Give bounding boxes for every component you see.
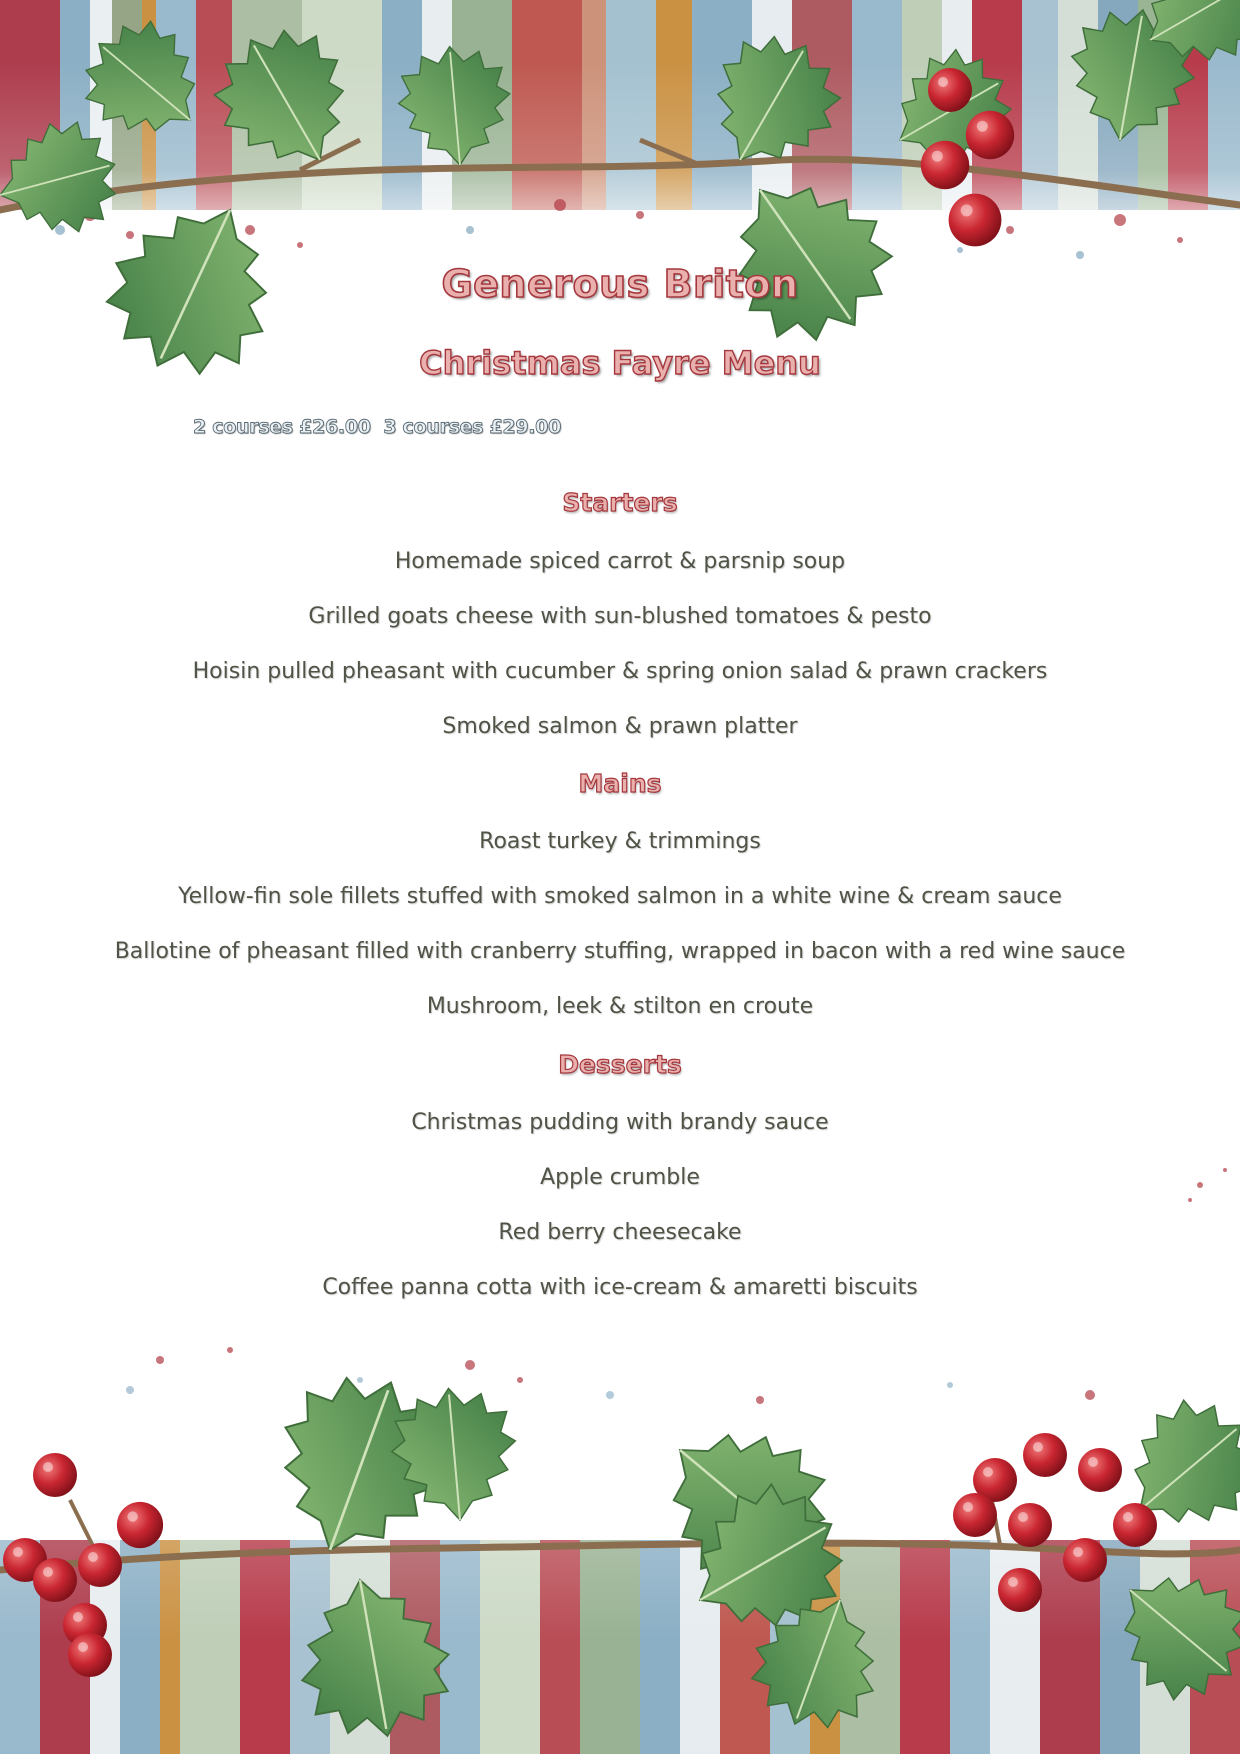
menu-item: Hoisin pulled pheasant with cucumber & spring onion salad & prawn crackers	[192, 659, 1048, 684]
menu-title: Christmas Fayre Menu	[419, 344, 821, 382]
course-prices: 2 courses £26.00 3 courses £29.00	[193, 416, 562, 438]
menu-item: Ballotine of pheasant filled with cranberry stuffing, wrapped in bacon with a red wine sauce	[114, 939, 1126, 964]
menu-item: Christmas pudding with brandy sauce	[411, 1110, 829, 1135]
menu-item: Roast turkey & trimmings	[479, 829, 761, 854]
menu-item: Apple crumble	[540, 1165, 700, 1190]
menu-item: Yellow-fin sole fillets stuffed with smoked salmon in a white wine & cream sauce	[178, 884, 1062, 909]
menu-item: Coffee panna cotta with ice-cream & amaretti biscuits	[322, 1275, 918, 1300]
section-heading-mains: Mains	[578, 769, 662, 798]
menu-item: Homemade spiced carrot & parsnip soup	[394, 549, 846, 574]
menu-item: Grilled goats cheese with sun-blushed tomatoes & pesto	[308, 604, 932, 629]
restaurant-name: Generous Briton	[441, 262, 799, 306]
section-heading-starters: Starters	[562, 488, 678, 517]
menu-item: Mushroom, leek & stilton en croute	[426, 994, 814, 1019]
section-heading-desserts: Desserts	[558, 1050, 682, 1079]
menu-item: Smoked salmon & prawn platter	[442, 714, 798, 739]
menu-item: Red berry cheesecake	[498, 1220, 742, 1245]
